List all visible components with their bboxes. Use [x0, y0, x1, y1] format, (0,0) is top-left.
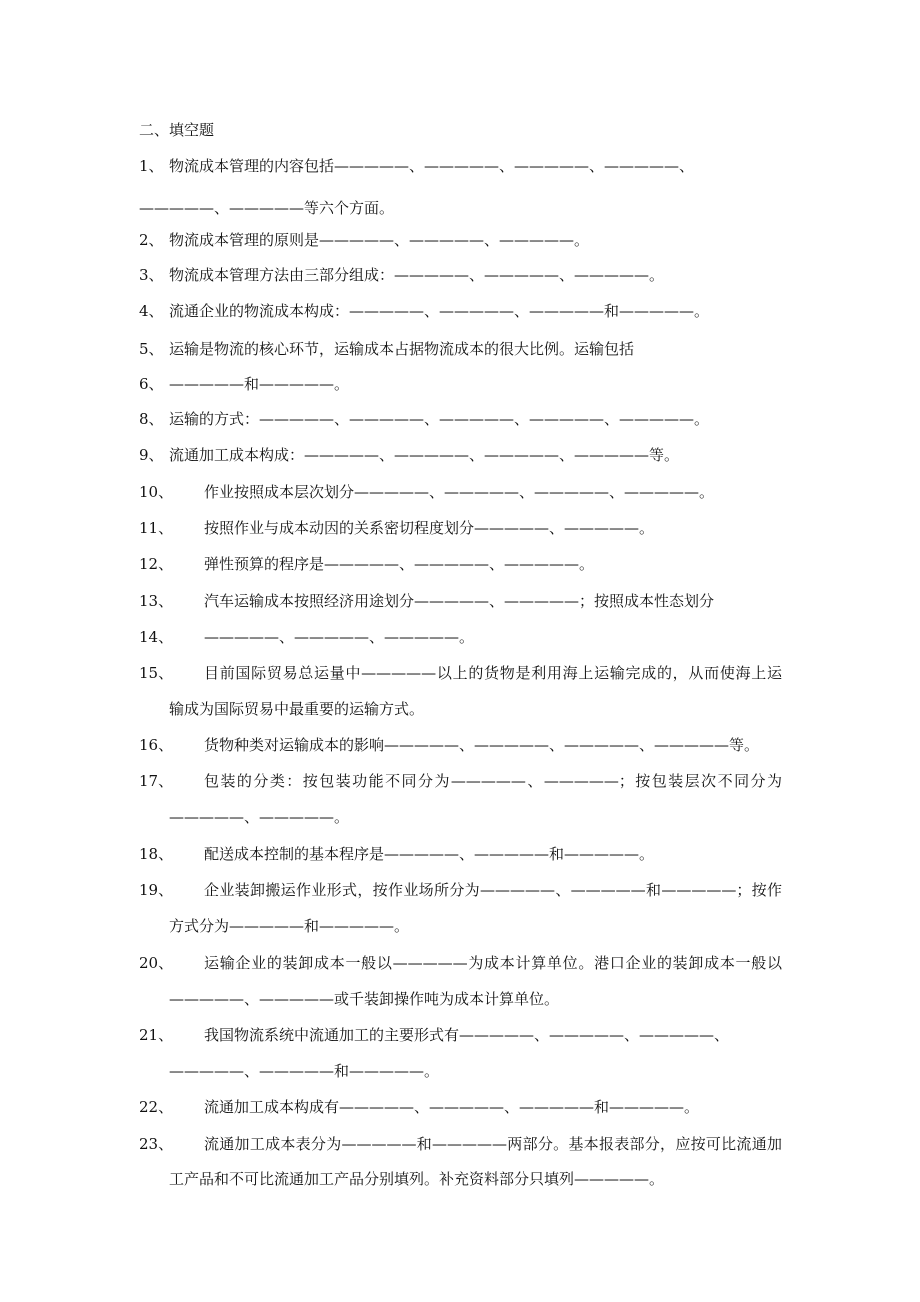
question-text: 物流成本管理的内容包括—————、—————、—————、—————、	[169, 157, 695, 175]
question-text-continuation: —————、—————等六个方面。	[139, 199, 395, 217]
question-text: 运输的方式：—————、—————、—————、—————、—————。	[169, 410, 710, 428]
question-number: 9、	[139, 446, 164, 464]
question-text: 作业按照成本层次划分—————、—————、—————、—————。	[204, 483, 715, 501]
question-text: 按照作业与成本动因的关系密切程度划分—————、—————。	[204, 519, 655, 537]
question-number: 5、	[139, 340, 164, 358]
question-number: 20、	[139, 954, 174, 972]
question-text: 配送成本控制的基本程序是—————、—————和—————。	[204, 845, 655, 863]
question-text: 包装的分类：按包装功能不同分为—————、—————；按包装层次不同分为	[204, 772, 782, 790]
question-text: 我国物流系统中流通加工的主要形式有—————、—————、—————、	[204, 1026, 730, 1044]
question-text-continuation: 工产品和不可比流通加工产品分别填列。补充资料部分只填列—————。	[169, 1170, 665, 1188]
question-number: 1、	[139, 157, 164, 175]
question-number: 17、	[139, 772, 174, 790]
question-number: 15、	[139, 664, 174, 682]
question-number: 2、	[139, 231, 164, 249]
question-text-continuation: —————、—————。	[169, 808, 350, 826]
question-text: —————和—————。	[169, 375, 350, 393]
question-text: 运输是物流的核心环节，运输成本占据物流成本的很大比例。运输包括	[169, 340, 635, 358]
question-number: 4、	[139, 302, 164, 320]
question-text: 弹性预算的程序是—————、—————、—————。	[204, 555, 595, 573]
question-number: 12、	[139, 555, 174, 573]
question-number: 18、	[139, 845, 174, 863]
question-text-continuation: 输成为国际贸易中最重要的运输方式。	[169, 700, 425, 718]
question-number: 11、	[139, 519, 174, 537]
section-title: 二、填空题	[139, 121, 215, 139]
question-text: 企业装卸搬运作业形式，按作业场所分为—————、—————和—————；按作	[204, 881, 782, 899]
question-text: 物流成本管理的原则是—————、—————、—————。	[169, 231, 590, 249]
question-text: —————、—————、—————。	[204, 628, 475, 646]
question-text: 货物种类对运输成本的影响—————、—————、—————、—————等。	[204, 736, 760, 754]
question-text: 流通加工成本构成：—————、—————、—————、—————等。	[169, 446, 680, 464]
question-text: 流通加工成本表分为—————和—————两部分。基本报表部分，应按可比流通加	[204, 1135, 782, 1153]
question-number: 14、	[139, 628, 174, 646]
question-number: 19、	[139, 881, 174, 899]
question-text-continuation: —————、—————和—————。	[169, 1062, 440, 1080]
question-text: 流通加工成本构成有—————、—————、—————和—————。	[204, 1098, 700, 1116]
question-text-continuation: —————、—————或千装卸操作吨为成本计算单位。	[169, 990, 560, 1008]
question-number: 8、	[139, 410, 164, 428]
question-number: 10、	[139, 483, 174, 501]
question-number: 21、	[139, 1026, 174, 1044]
question-number: 3、	[139, 266, 164, 284]
question-text: 目前国际贸易总运量中—————以上的货物是利用海上运输完成的，从而使海上运	[204, 664, 782, 682]
question-number: 16、	[139, 736, 174, 754]
question-number: 23、	[139, 1135, 174, 1153]
question-number: 13、	[139, 592, 174, 610]
question-text: 物流成本管理方法由三部分组成：—————、—————、—————。	[169, 266, 665, 284]
question-text: 汽车运输成本按照经济用途划分—————、—————；按照成本性态划分	[204, 592, 715, 610]
question-number: 22、	[139, 1098, 174, 1116]
question-text: 运输企业的装卸成本一般以—————为成本计算单位。港口企业的装卸成本一般以	[204, 954, 782, 972]
question-text-continuation: 方式分为—————和—————。	[169, 917, 410, 935]
question-text: 流通企业的物流成本构成：—————、—————、—————和—————。	[169, 302, 710, 320]
question-number: 6、	[139, 375, 164, 393]
